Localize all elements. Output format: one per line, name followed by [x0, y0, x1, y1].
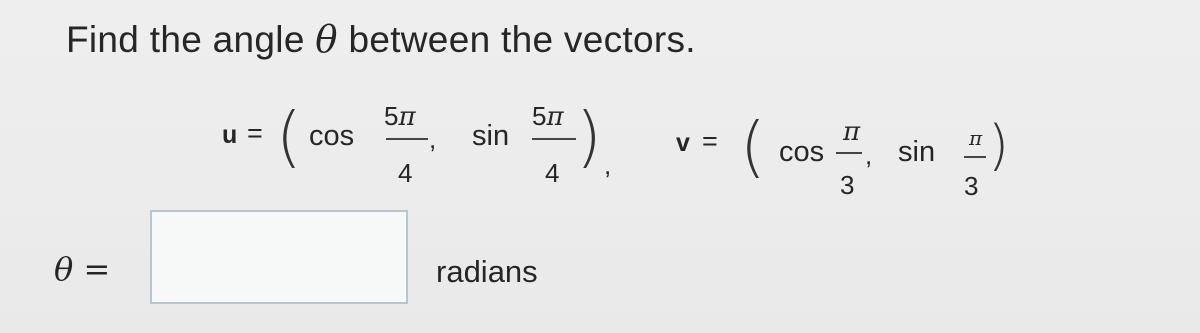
vector-u-close-paren: ) [576, 98, 602, 175]
answer-unit: radians [436, 254, 538, 289]
vector-v-close-paren: ) [988, 114, 1010, 177]
vector-v-cos-label: cos [779, 136, 825, 168]
vector-u-open-paren: ( [276, 98, 302, 175]
vector-u-equals: = [247, 118, 263, 148]
vector-u-sin-numerator: 5π [532, 101, 564, 132]
vector-v-sin-label: sin [898, 136, 936, 168]
vector-v-open-paren: ( [740, 108, 766, 185]
vector-v-equals: = [702, 126, 718, 156]
answer-label [54, 250, 110, 288]
answer-label-text: θ = [54, 250, 111, 288]
vector-u-sin-denominator: 4 [545, 158, 560, 188]
question-text-after: between the vectors. [337, 19, 696, 60]
vector-u-name: u [222, 121, 238, 149]
vector-u-separator: , [429, 124, 437, 154]
vector-v-cos-fraction-bar [836, 152, 862, 154]
vector-u-cos-numerator: 5π [384, 101, 416, 132]
vector-v-separator: , [865, 140, 873, 170]
vector-v-sin-fraction-bar [964, 156, 986, 158]
vector-v-name: v [676, 129, 690, 157]
theta-symbol: θ [315, 18, 338, 61]
vector-v-cos-numerator: π [843, 117, 861, 147]
answer-input[interactable] [150, 210, 408, 304]
vector-v-sin-denominator: 3 [964, 171, 979, 201]
question-text-before: Find the angle [66, 19, 316, 60]
vector-v-cos-denominator: 3 [840, 170, 855, 200]
vector-u-cos-fraction-bar [386, 138, 428, 140]
vector-v-sin-numerator: π [969, 126, 983, 150]
vector-u-trailing-comma: , [604, 150, 612, 180]
vector-u-sin-label: sin [472, 120, 510, 152]
vector-u-cos-label: cos [309, 120, 355, 152]
vector-u-sin-fraction-bar [532, 138, 576, 140]
vector-u-cos-denominator: 4 [398, 158, 413, 188]
